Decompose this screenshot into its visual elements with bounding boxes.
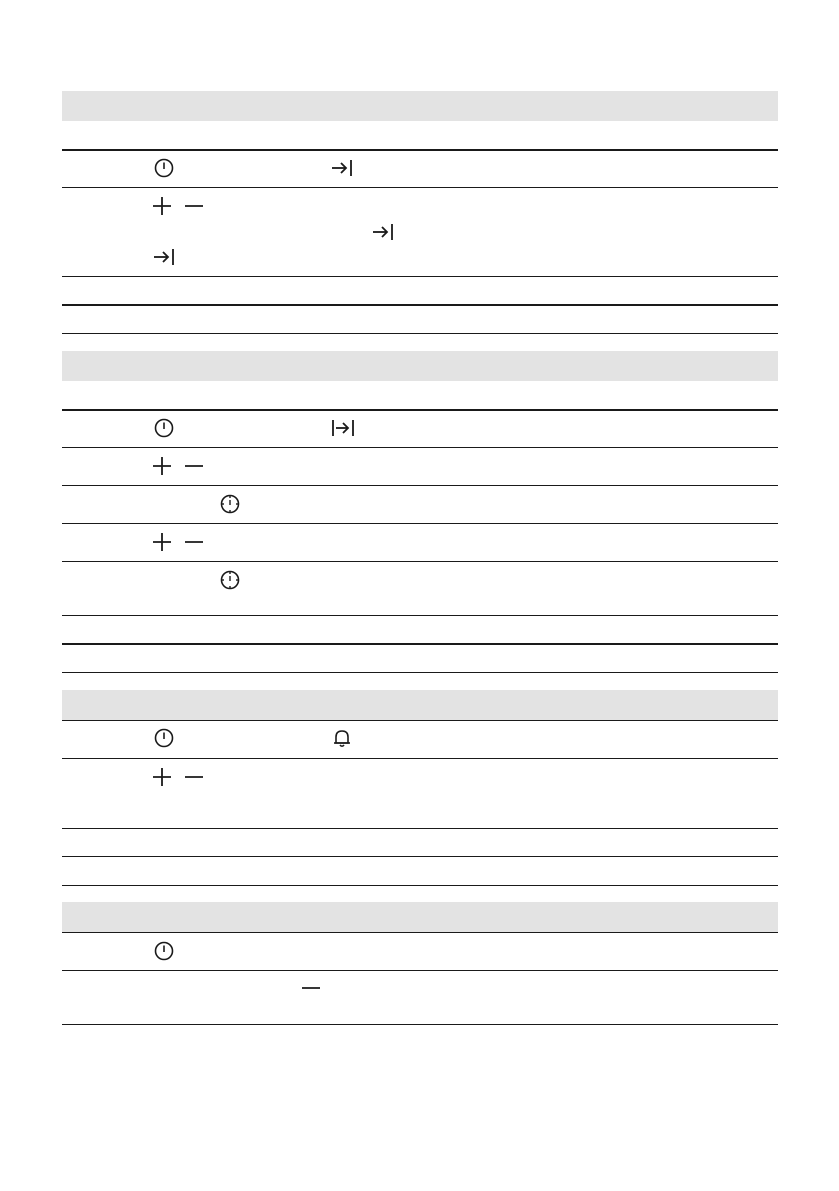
minus-icon bbox=[299, 976, 323, 1000]
section-4-header-rule bbox=[62, 932, 778, 933]
section-2-header-rule bbox=[62, 409, 778, 411]
clock-icon bbox=[152, 156, 176, 180]
section-2-header bbox=[62, 351, 778, 381]
row-divider bbox=[62, 523, 778, 524]
arrow-to-end-icon bbox=[371, 220, 395, 244]
row-divider bbox=[62, 1024, 778, 1025]
minus-icon bbox=[182, 765, 206, 789]
row-divider bbox=[62, 276, 778, 277]
row-divider bbox=[62, 187, 778, 188]
minus-icon bbox=[182, 530, 206, 554]
plus-icon bbox=[150, 454, 174, 478]
row-divider bbox=[62, 333, 778, 334]
row-divider bbox=[62, 970, 778, 971]
row-divider bbox=[62, 561, 778, 562]
plus-icon bbox=[150, 530, 174, 554]
section-3-header bbox=[62, 690, 778, 720]
section-3-header-rule bbox=[62, 720, 778, 721]
row-divider bbox=[62, 643, 778, 645]
clock-icon bbox=[152, 939, 176, 963]
row-divider bbox=[62, 828, 778, 829]
row-divider bbox=[62, 304, 778, 306]
section-1-header-rule bbox=[62, 149, 778, 151]
section-1-header bbox=[62, 91, 778, 121]
minus-icon bbox=[182, 194, 206, 218]
row-divider bbox=[62, 615, 778, 616]
clock-icon bbox=[218, 492, 242, 516]
arrow-to-end-icon bbox=[152, 245, 176, 269]
plus-icon bbox=[150, 765, 174, 789]
row-divider bbox=[62, 758, 778, 759]
plus-icon bbox=[150, 194, 174, 218]
row-divider bbox=[62, 485, 778, 486]
arrow-to-end-icon bbox=[330, 156, 354, 180]
duration-icon bbox=[331, 416, 355, 440]
row-divider bbox=[62, 672, 778, 673]
section-4-header bbox=[62, 902, 778, 932]
row-divider bbox=[62, 885, 778, 886]
clock-icon bbox=[152, 416, 176, 440]
clock-icon bbox=[152, 726, 176, 750]
minus-icon bbox=[182, 454, 206, 478]
row-divider bbox=[62, 447, 778, 448]
bell-icon bbox=[330, 726, 354, 750]
row-divider bbox=[62, 856, 778, 857]
clock-icon bbox=[218, 568, 242, 592]
